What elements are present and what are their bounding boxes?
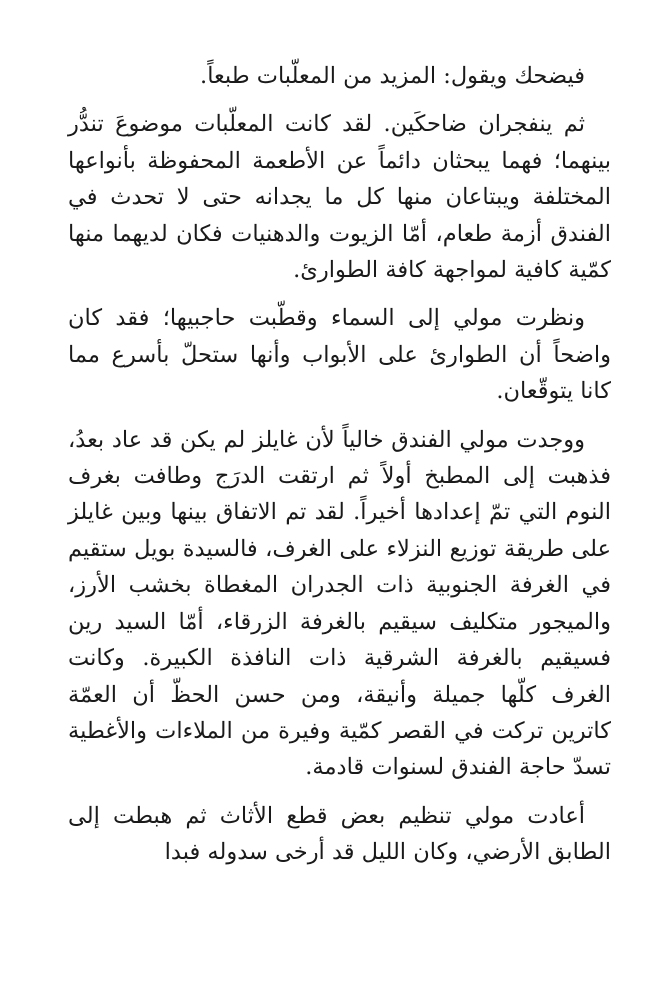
paragraph-2: ثم ينفجران ضاحكَين. لقد كانت المعلّبات موضوعَ تندُّر بينهما؛ فهما يبحثان دائماً عن الأطعمة المحفوظة بأنواعها المختلفة ويبتاعان منها كل ما يجدانه حتى لا تحدث في الفندق أزمة طعام، أمّا الزيوت والدهنيات فكان لديهما منها كمّية كافية لمواجهة كافة الطوارئ. xyxy=(68,111,611,284)
paragraph-5: أعادت مولي تنظيم بعض قطع الأثاث ثم هبطت إلى الطابق الأرضي، وكان الليل قد أرخى سدوله فبدا xyxy=(68,802,611,866)
paragraph-4: ووجدت مولي الفندق خالياً لأن غايلز لم يكن قد عاد بعدُ، فذهبت إلى المطبخ أولاً ثم ارتقت الدرَج وطافت بغرف النوم التي تمّ إعدادها أخيراً. لقد تم الاتفاق بينها وبين غايلز على طريقة توزيع النزلاء على الغرف، فالسيدة بويل ستقيم في الغرفة الجنوبية ذات الجدران المغطاة بخشب الأرز، والميجور متكليف سيقيم بالغرفة الزرقاء، أمّا السيد رين فسيقيم بالغرفة الشرقية ذات النافذة الكبيرة. وكانت الغرف كلّها جميلة وأنيقة، ومن حسن الحظّ أن العمّة كاترين تركت في القصر كمّية وفيرة من الملاءات والأغطية تسدّ حاجة الفندق لسنوات قادمة. xyxy=(68,426,611,781)
paragraph-1: فيضحك ويقول: المزيد من المعلّبات طبعاً. xyxy=(200,63,585,89)
paragraph-3: ونظرت مولي إلى السماء وقطّبت حاجبيها؛ فقد كان واضحاً أن الطوارئ على الأبواب وأنها ستحلّ بأسرع مما كانا يتوقّعان. xyxy=(68,305,611,405)
book-page xyxy=(68,58,611,883)
